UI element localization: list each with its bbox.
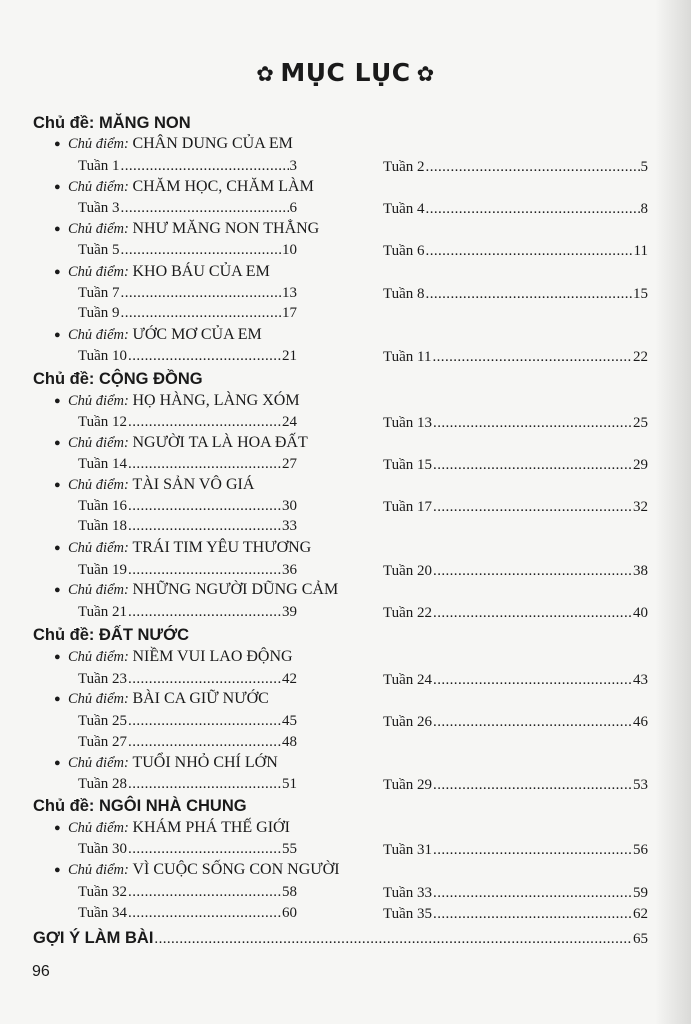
subtopic-line: ● Chủ điểm: CHĂM HỌC, CHĂM LÀM <box>54 177 314 197</box>
subtopic-line: ● Chủ điểm: NHƯ MĂNG NON THẲNG <box>54 219 319 239</box>
subtopic-title: HỌ HÀNG, LÀNG XÓM <box>132 392 300 409</box>
subtopic-line: ● Chủ điểm: TRÁI TIM YÊU THƯƠNG <box>54 538 311 558</box>
bullet-icon: ● <box>54 138 61 151</box>
subtopic-title: TUỔI NHỎ CHÍ LỚN <box>132 754 278 771</box>
toc-entry[interactable]: Tuần 30 ..... 55 <box>78 839 297 859</box>
subtopic-title: TRÁI TIM YÊU THƯƠNG <box>132 539 312 556</box>
bullet-icon: ● <box>54 693 61 706</box>
title-text: MỤC LỤC <box>280 58 411 87</box>
toc-entry[interactable]: Tuần 28 ..... 51 <box>78 774 297 794</box>
toc-entry[interactable]: Tuần 32 ..... 58 <box>78 882 297 902</box>
toc-entry[interactable]: Tuần 21 ..... 39 <box>78 602 297 622</box>
page-edge-shadow <box>655 0 691 1024</box>
subtopic-title: VÌ CUỘC SỐNG CON NGƯỜI <box>132 861 340 878</box>
toc-entry[interactable]: Tuần 9 ..... 17 <box>78 303 297 323</box>
subtopic-title: NHƯ MĂNG NON THẲNG <box>132 220 320 237</box>
toc-entry[interactable]: Tuần 26 ..... 46 <box>383 712 648 732</box>
toc-entry[interactable]: Tuần 3 ..... 6 <box>78 198 297 218</box>
toc-entry[interactable]: Tuần 5 ..... 10 <box>78 240 297 260</box>
subtopic-line: ● Chủ điểm: BÀI CA GIỮ NƯỚC <box>54 689 269 709</box>
subtopic-title: NIỀM VUI LAO ĐỘNG <box>132 648 293 665</box>
page-number: 96 <box>32 963 50 980</box>
subtopic-title: CHÂN DUNG CỦA EM <box>132 135 293 152</box>
topic-heading: Chủ đề: NGÔI NHÀ CHUNG <box>33 797 247 815</box>
subtopic-line: ● Chủ điểm: NGƯỜI TA LÀ HOA ĐẤT <box>54 433 308 453</box>
topic-heading: Chủ đề: MĂNG NON <box>33 114 191 132</box>
subtopic-title: ƯỚC MƠ CỦA EM <box>132 326 262 343</box>
subtopic-title: TÀI SẢN VÔ GIÁ <box>132 476 255 493</box>
toc-entry[interactable]: Tuần 19 ..... 36 <box>78 560 297 580</box>
toc-entry[interactable]: Tuần 7 ..... 13 <box>78 283 297 303</box>
bullet-icon: ● <box>54 651 61 664</box>
subtopic-title: NGƯỜI TA LÀ HOA ĐẤT <box>132 434 308 451</box>
toc-entry[interactable]: Tuần 20 ..... 38 <box>383 561 648 581</box>
toc-entry[interactable]: Tuần 8 ..... 15 <box>383 284 648 304</box>
bullet-icon: ● <box>54 223 61 236</box>
toc-entry[interactable]: Tuần 33 ..... 59 <box>383 883 648 903</box>
subtopic-line: ● Chủ điểm: VÌ CUỘC SỐNG CON NGƯỜI <box>54 860 340 880</box>
subtopic-line: ● Chủ điểm: NHỮNG NGƯỜI DŨNG CẢM <box>54 580 338 600</box>
toc-entry[interactable]: Tuần 29 ..... 53 <box>383 775 648 795</box>
toc-entry[interactable]: Tuần 35 ..... 62 <box>383 904 648 924</box>
toc-entry[interactable]: Tuần 14 ..... 27 <box>78 454 297 474</box>
toc-entry[interactable]: Tuần 18 ..... 33 <box>78 516 297 536</box>
toc-entry[interactable]: Tuần 15 ..... 29 <box>383 455 648 475</box>
subtopic-line: ● Chủ điểm: NIỀM VUI LAO ĐỘNG <box>54 647 293 667</box>
toc-entry[interactable]: Tuần 31 ..... 56 <box>383 840 648 860</box>
subtopic-line: ● Chủ điểm: ƯỚC MƠ CỦA EM <box>54 325 262 345</box>
subtopic-title: KHO BÁU CỦA EM <box>132 263 270 280</box>
subtopic-line: ● Chủ điểm: HỌ HÀNG, LÀNG XÓM <box>54 391 300 411</box>
subtopic-title: CHĂM HỌC, CHĂM LÀM <box>132 178 314 195</box>
toc-entry[interactable]: Tuần 16 ..... 30 <box>78 496 297 516</box>
bullet-icon: ● <box>54 584 61 597</box>
toc-entry[interactable]: Tuần 13 ..... 25 <box>383 413 648 433</box>
toc-entry[interactable]: Tuần 23 ..... 42 <box>78 669 297 689</box>
page-title <box>0 58 691 87</box>
topic-heading: Chủ đề: ĐẤT NƯỚC <box>33 626 190 644</box>
toc-entry[interactable]: Tuần 22 ..... 40 <box>383 603 648 623</box>
toc-entry[interactable]: Tuần 25 ..... 45 <box>78 711 297 731</box>
subtopic-line: ● Chủ điểm: TÀI SẢN VÔ GIÁ <box>54 475 254 495</box>
bullet-icon: ● <box>54 437 61 450</box>
toc-entry[interactable]: Tuần 10 ..... 21 <box>78 346 297 366</box>
bullet-icon: ● <box>54 479 61 492</box>
bullet-icon: ● <box>54 542 61 555</box>
topic-heading: Chủ đề: CỘNG ĐỒNG <box>33 370 203 388</box>
subtopic-line: ● Chủ điểm: KHÁM PHÁ THẾ GIỚI <box>54 818 290 838</box>
bullet-icon: ● <box>54 395 61 408</box>
bullet-icon: ● <box>54 329 61 342</box>
subtopic-title: KHÁM PHÁ THẾ GIỚI <box>132 819 290 836</box>
toc-entry[interactable]: Tuần 27 ..... 48 <box>78 732 297 752</box>
toc-entry[interactable]: Tuần 4 ..... 8 <box>383 199 648 219</box>
toc-entry[interactable]: Tuần 1 ..... 3 <box>78 156 297 176</box>
flower-icon: ✿ <box>256 62 275 86</box>
bullet-icon: ● <box>54 822 61 835</box>
toc-entry[interactable]: Tuần 34 ..... 60 <box>78 903 297 923</box>
toc-entry[interactable]: Tuần 6 ..... 11 <box>383 241 648 261</box>
subtopic-title: BÀI CA GIỮ NƯỚC <box>132 690 269 707</box>
toc-entry[interactable]: Tuần 11 ..... 22 <box>383 347 648 367</box>
toc-entry[interactable]: Tuần 2 ..... 5 <box>383 157 648 177</box>
toc-entry[interactable]: Tuần 17 ..... 32 <box>383 497 648 517</box>
flower-icon: ✿ <box>416 62 435 86</box>
subtopic-line: ● Chủ điểm: KHO BÁU CỦA EM <box>54 262 270 282</box>
subtopic-line: ● Chủ điểm: TUỔI NHỎ CHÍ LỚN <box>54 753 278 773</box>
toc-entry[interactable]: Tuần 24 ..... 43 <box>383 670 648 690</box>
subtopic-line: ● Chủ điểm: CHÂN DUNG CỦA EM <box>54 134 293 154</box>
bullet-icon: ● <box>54 266 61 279</box>
toc-entry[interactable]: Tuần 12 ..... 24 <box>78 412 297 432</box>
bullet-icon: ● <box>54 757 61 770</box>
bullet-icon: ● <box>54 181 61 194</box>
subtopic-title: NHỮNG NGƯỜI DŨNG CẢM <box>132 581 339 598</box>
bullet-icon: ● <box>54 864 61 877</box>
toc-entry-guide[interactable]: GỢI Ý LÀM BÀI ..... 65 <box>33 928 648 948</box>
